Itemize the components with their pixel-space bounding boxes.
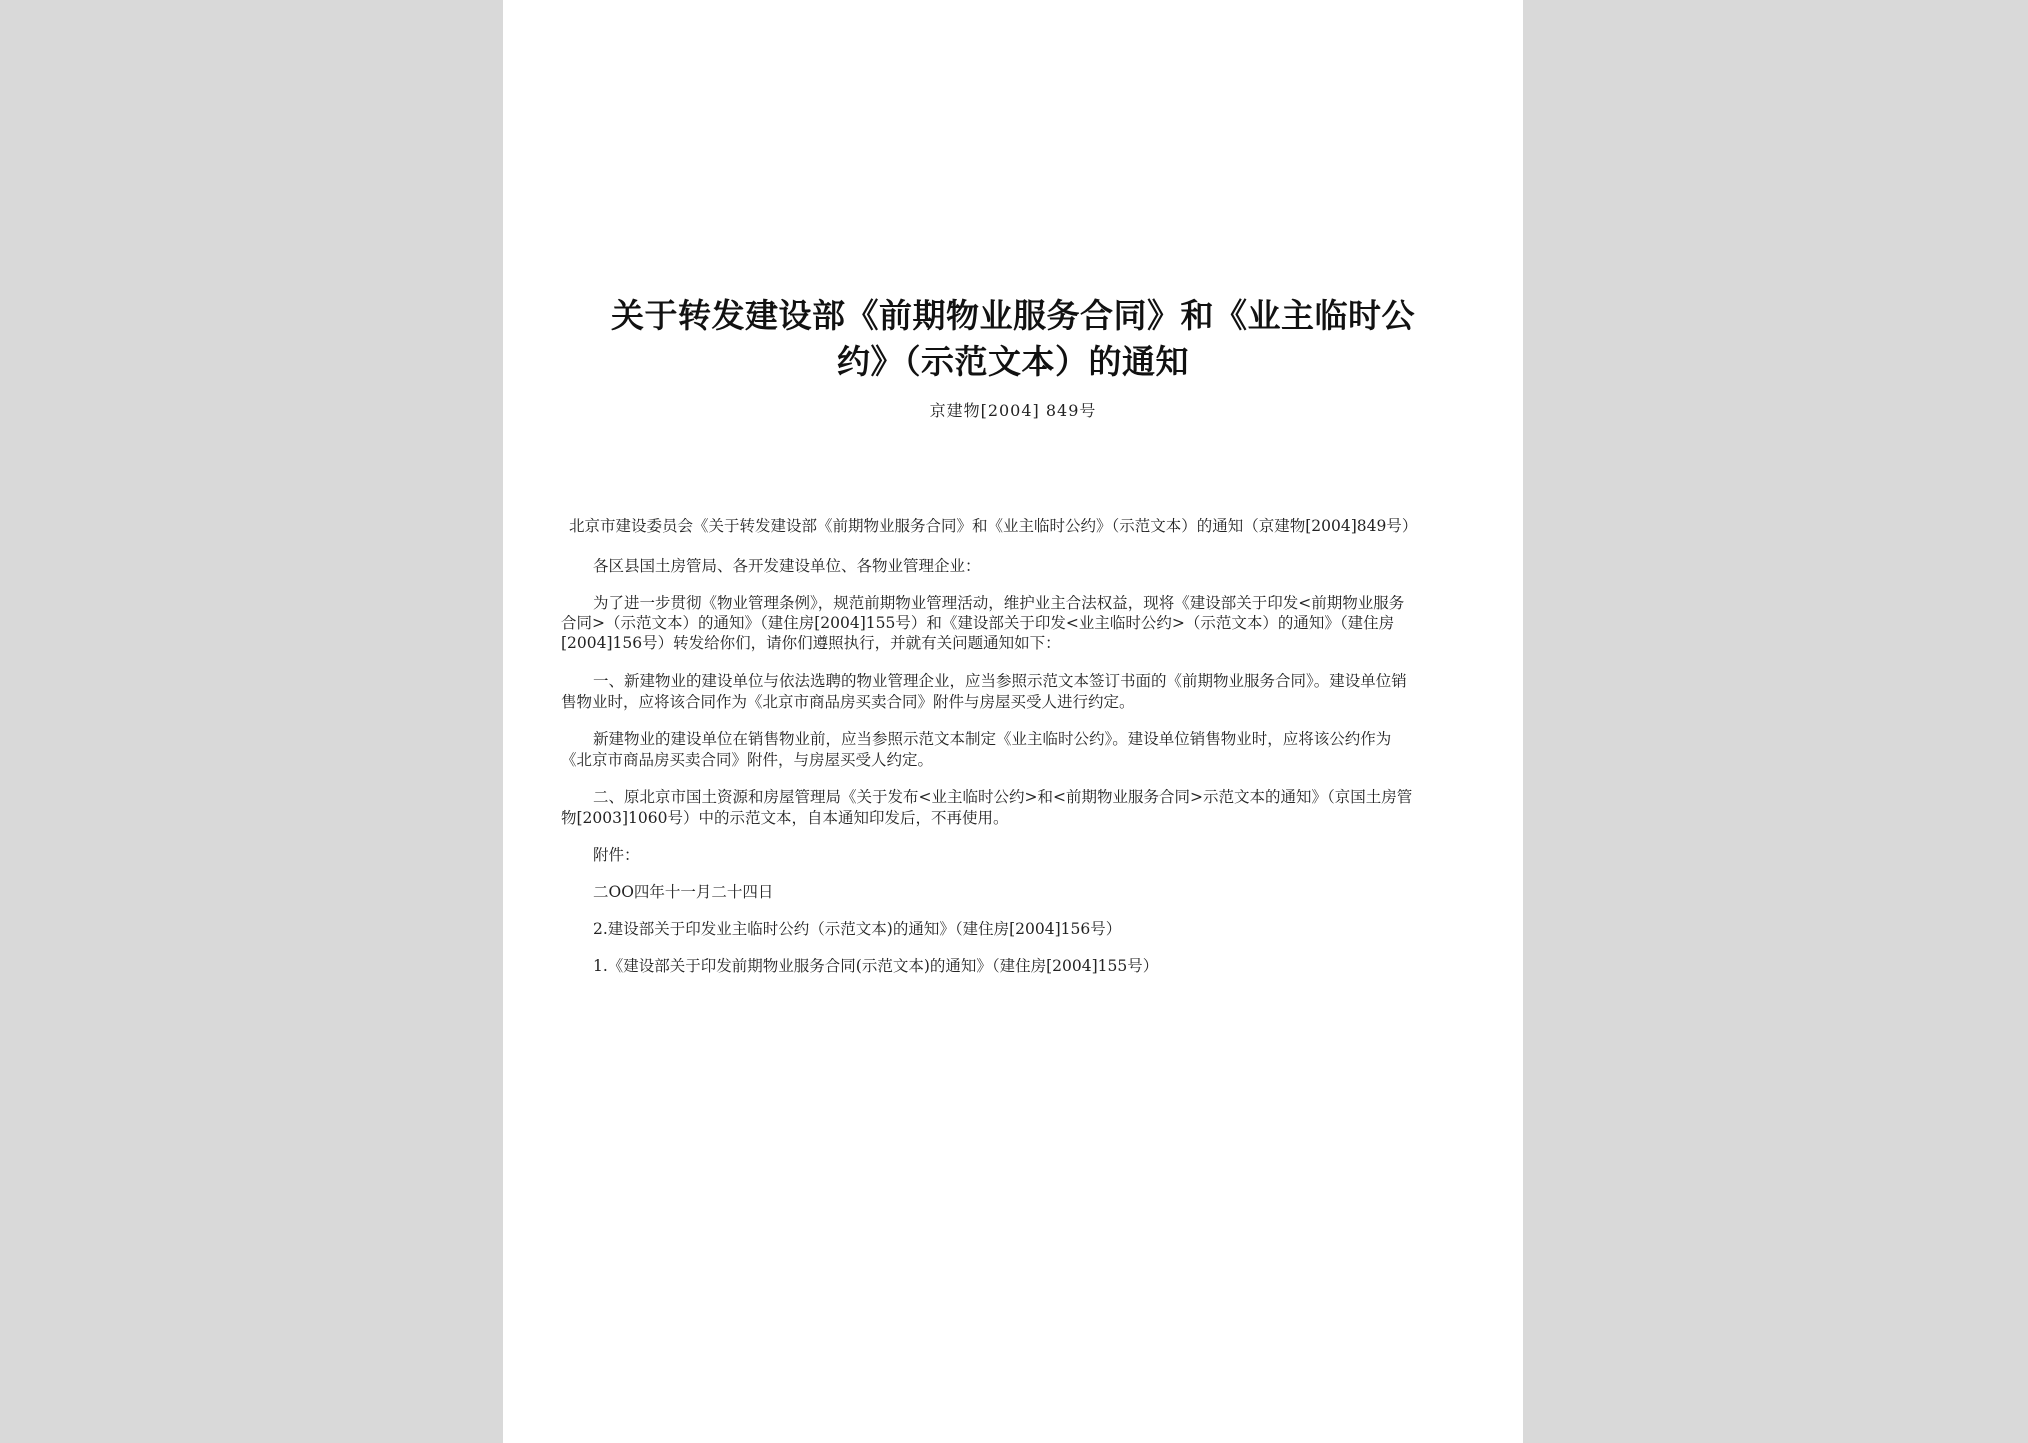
paragraph-3-line-2: 《北京市商品房买卖合同》附件，与房屋买受人约定。 [561, 751, 934, 769]
attachment-label: 附件： [593, 846, 640, 864]
paragraph-1-line-3: [2004]156号）转发给你们，请你们遵照执行，并就有关问题通知如下： [561, 634, 1061, 652]
salutation: 各区县国土房管局、各开发建设单位、各物业管理企业： [593, 557, 981, 575]
paragraph-3-line-1: 新建物业的建设单位在销售物业前，应当参照示范文本制定《业主临时公约》。建设单位销售物业时，应将该公约作为 [593, 730, 1392, 748]
paragraph-4-line-1: 二、原北京市国土资源和房屋管理局《关于发布<业主临时公约>和<前期物业服务合同>示范文本的通知》（京国土房管 [593, 788, 1413, 806]
header-line: 北京市建设委员会《关于转发建设部《前期物业服务合同》和《业主临时公约》（示范文本）的通知（京建物[2004]849号） [569, 517, 1418, 535]
document-title-line-1: 关于转发建设部《前期物业服务合同》和《业主临时公 [611, 296, 1415, 335]
attachment-item-1: 1.《建设部关于印发前期物业服务合同(示范文本)的通知》（建住房[2004]155号） [593, 957, 1159, 975]
paragraph-1-line-1: 为了进一步贯彻《物业管理条例》，规范前期物业管理活动，维护业主合法权益，现将《建设部关于印发<前期物业服务 [593, 594, 1405, 612]
paragraph-2-line-1: 一、新建物业的建设单位与依法选聘的物业管理企业，应当参照示范文本签订书面的《前期物业服务合同》。建设单位销 [593, 672, 1407, 690]
document-title-line-2: 约》（示范文本）的通知 [837, 342, 1189, 381]
document-date: 二OO四年十一月二十四日 [593, 883, 774, 901]
document-page [503, 0, 1523, 1443]
paragraph-1-line-2: 合同>（示范文本）的通知》（建住房[2004]155号）和《建设部关于印发<业主临时公约>（示范文本）的通知》（建住房 [561, 614, 1395, 632]
attachment-item-2: 2.建设部关于印发业主临时公约（示范文本)的通知》（建住房[2004]156号） [593, 920, 1122, 938]
paragraph-4-line-2: 物[2003]1060号）中的示范文本，自本通知印发后，不再使用。 [561, 809, 1009, 827]
paragraph-2-line-2: 售物业时，应将该合同作为《北京市商品房买卖合同》附件与房屋买受人进行约定。 [561, 693, 1135, 711]
document-number: 京建物[2004] 849号 [929, 401, 1097, 420]
